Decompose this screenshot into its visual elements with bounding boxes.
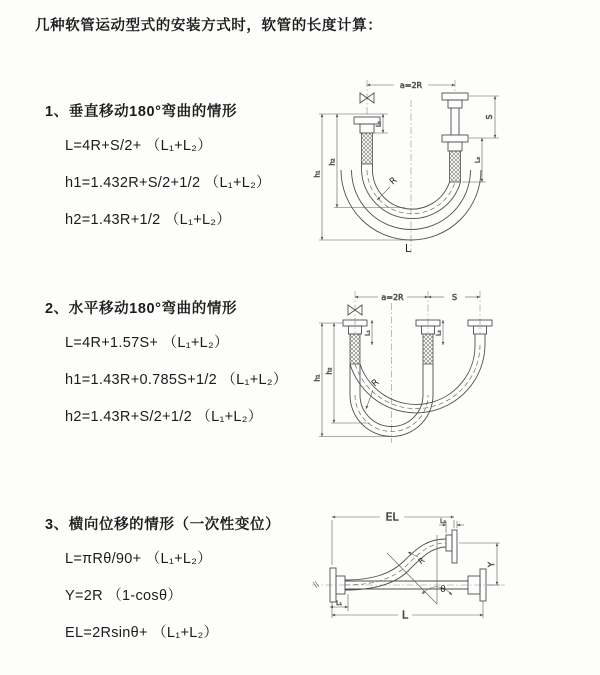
diagram-vertical-180-bend bbox=[310, 70, 600, 265]
formula-L: L=4R+S/2+ （L₁+L₂） bbox=[65, 138, 213, 154]
a2r-label: a=2R bbox=[381, 293, 404, 302]
length-label: L bbox=[404, 242, 412, 255]
upper-right-flange bbox=[446, 530, 457, 563]
h1-label: h₁ bbox=[313, 170, 322, 178]
u-bend-hose-shifted bbox=[350, 345, 485, 413]
angle-theta bbox=[387, 535, 452, 604]
section-lateral-displacement bbox=[45, 513, 315, 659]
section-vertical-movement bbox=[45, 100, 315, 246]
s-label: S bbox=[451, 293, 458, 302]
r-label: R bbox=[370, 377, 382, 390]
radius-leader bbox=[377, 176, 399, 200]
formula-Y: Y=2R （1-cosθ） bbox=[65, 588, 183, 604]
diagram-horizontal-180-bend bbox=[310, 283, 600, 460]
formula-EL: EL=2Rsinθ+ （L₁+L₂） bbox=[65, 625, 219, 641]
section-2-heading: 2、水平移动180°弯曲的情形 bbox=[45, 301, 238, 317]
dimension-l1 bbox=[330, 594, 348, 611]
y-label: Y bbox=[487, 562, 496, 567]
h2-label: h₂ bbox=[325, 367, 334, 375]
dimension-l2 bbox=[436, 320, 444, 345]
right-hose-end bbox=[442, 93, 468, 182]
middle-hose-end bbox=[416, 320, 440, 364]
r-label: R bbox=[416, 555, 427, 567]
dimension-a2r bbox=[367, 81, 455, 90]
l2-label: L₂ bbox=[440, 518, 446, 525]
r-label: R bbox=[388, 175, 400, 188]
formula-L: L=4R+1.57S+ （L₁+L₂） bbox=[65, 335, 229, 351]
diagram-lateral-displacement bbox=[300, 495, 600, 647]
l2-label: L₂ bbox=[473, 156, 482, 164]
h1-label: h₁ bbox=[313, 374, 322, 382]
dimension-l1 bbox=[365, 320, 373, 345]
dimension-l2 bbox=[439, 518, 464, 533]
el-label: EL bbox=[385, 510, 399, 524]
dimension-el bbox=[332, 511, 454, 566]
curved-hose bbox=[345, 539, 446, 590]
dimension-s-l2 bbox=[462, 96, 499, 182]
formula-L: L=πRθ/90+ （L₁+L₂） bbox=[65, 551, 212, 567]
centerlines bbox=[355, 291, 480, 443]
l1-label: L₁ bbox=[364, 330, 372, 336]
formula-h1: h1=1.432R+S/2+1/2 （L₁+L₂） bbox=[65, 175, 271, 191]
l1-label: L₁ bbox=[374, 120, 383, 128]
formula-h2: h2=1.43R+S/2+1/2 （L₁+L₂） bbox=[65, 409, 263, 425]
section-horizontal-movement bbox=[45, 297, 315, 443]
centerlines bbox=[367, 80, 455, 253]
left-hose-end bbox=[343, 320, 367, 364]
l2-label: L₂ bbox=[435, 330, 443, 336]
dimension-y bbox=[459, 543, 500, 585]
formula-h1: h1=1.43R+0.785S+1/2 （L₁+L₂） bbox=[65, 372, 288, 388]
theta-label: θ bbox=[440, 585, 446, 595]
s-label: S bbox=[485, 114, 494, 120]
dimension-l bbox=[332, 601, 483, 622]
a2r-label: a=2R bbox=[399, 81, 423, 90]
formula-h2: h2=1.43R+1/2 （L₁+L₂） bbox=[65, 212, 232, 228]
l-label: L bbox=[401, 608, 409, 622]
dimension-a2r-s bbox=[355, 293, 480, 302]
section-3-heading: 3、横向位移的情形（一次性变位） bbox=[45, 517, 281, 533]
h2-label: h₂ bbox=[328, 158, 337, 166]
page-title: 几种软管运动型式的安装方式时，软管的长度计算： bbox=[35, 18, 383, 34]
l1-label: L₁ bbox=[336, 600, 342, 607]
section-1-heading: 1、垂直移动180°弯曲的情形 bbox=[45, 104, 238, 120]
